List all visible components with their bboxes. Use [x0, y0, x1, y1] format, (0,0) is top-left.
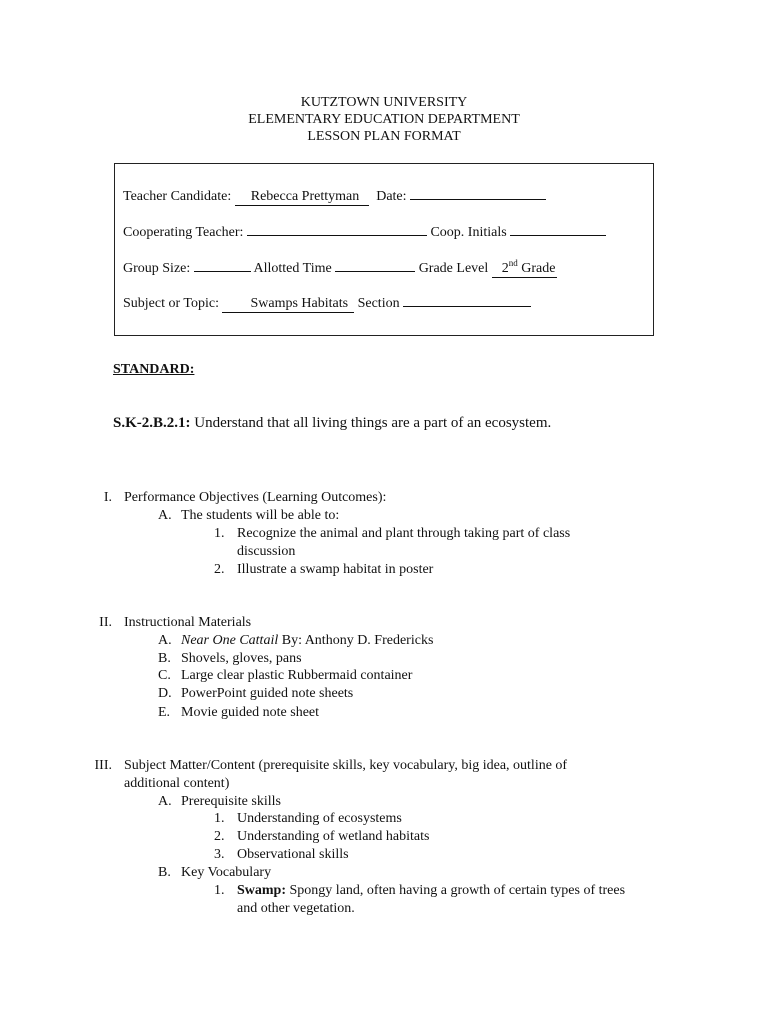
cooperating-row	[123, 221, 606, 242]
section-2-number: II.	[99, 615, 112, 630]
document-header	[0, 94, 768, 145]
section-label: Section	[357, 296, 400, 311]
date-field[interactable]	[410, 185, 546, 200]
prereq-3-text: Observational skills	[237, 847, 349, 862]
prereq-1-text: Understanding of ecosystems	[237, 811, 402, 826]
objective-2-line1: Illustrate a swamp habitat in poster	[237, 562, 434, 577]
prereq-3-number: 3.	[214, 847, 225, 862]
prereq-1-number: 1.	[214, 811, 225, 826]
date-label: Date:	[376, 189, 407, 204]
section-1-title: Performance Objectives (Learning Outcomes):	[124, 490, 387, 505]
vocab-definition: Spongy land, often having a growth of certain types of trees	[286, 883, 626, 898]
material-b-letter: B.	[158, 651, 171, 666]
coop-initials-label: Coop. Initials	[430, 225, 507, 240]
coop-initials-field[interactable]	[510, 221, 606, 236]
grade-level-label: Grade Level	[418, 261, 489, 276]
vocab-1-number: 1.	[214, 883, 225, 898]
group-size-label: Group Size:	[123, 261, 191, 276]
prereq-title: Prerequisite skills	[181, 794, 281, 809]
grade-number: 2	[501, 261, 509, 276]
material-e-letter: E.	[158, 705, 171, 720]
teacher-row	[123, 185, 546, 206]
book-title: Near One Cattail	[181, 633, 279, 648]
teacher-value[interactable]: Rebecca Prettyman	[235, 189, 369, 206]
subject-label: Subject or Topic:	[123, 296, 219, 311]
objective-1-line2: discussion	[237, 544, 296, 559]
material-c-text: Large clear plastic Rubbermaid container	[181, 668, 413, 683]
section-3-title-line2: additional content)	[124, 776, 230, 791]
material-a-text	[181, 632, 433, 650]
section-1-a-letter: A.	[158, 508, 172, 523]
section-3-title-line1: Subject Matter/Content (prerequisite skills, key vocabulary, big idea, outline of	[124, 758, 568, 773]
book-author: By: Anthony D. Fredericks	[278, 633, 434, 648]
vocab-1-line2: and other vegetation.	[237, 901, 355, 916]
section-field[interactable]	[403, 292, 531, 307]
material-b-text: Shovels, gloves, pans	[181, 651, 302, 666]
info-box	[114, 163, 654, 336]
group-row	[123, 257, 557, 278]
group-size-field[interactable]	[194, 257, 251, 272]
prereq-letter: A.	[158, 794, 172, 809]
grade-word: Grade	[517, 261, 556, 276]
section-1-a-text: The students will be able to:	[181, 508, 340, 523]
standard-code: S.K-2.B.2.1:	[113, 415, 191, 431]
material-a-letter: A.	[158, 633, 172, 648]
objective-2-number: 2.	[214, 562, 225, 577]
material-d-text: PowerPoint guided note sheets	[181, 686, 354, 701]
vocab-1-line1	[237, 882, 625, 900]
university-name: KUTZTOWN UNIVERSITY	[300, 95, 468, 110]
material-d-letter: D.	[158, 686, 172, 701]
standard-heading: STANDARD:	[113, 362, 195, 377]
prereq-2-number: 2.	[214, 829, 225, 844]
standard-statement	[113, 414, 551, 432]
document-title: LESSON PLAN FORMAT	[307, 129, 461, 144]
vocab-term: Swamp:	[237, 883, 287, 898]
teacher-label: Teacher Candidate:	[123, 189, 232, 204]
subject-value[interactable]: Swamps Habitats	[222, 296, 354, 313]
prereq-2-text: Understanding of wetland habitats	[237, 829, 430, 844]
objective-1-number: 1.	[214, 526, 225, 541]
grade-suffix: nd	[508, 258, 518, 268]
objective-1-line1: Recognize the animal and plant through taking part of class	[237, 526, 571, 541]
cooperating-teacher-field[interactable]	[247, 221, 427, 236]
cooperating-teacher-label: Cooperating Teacher:	[123, 225, 244, 240]
section-3-number: III.	[94, 758, 112, 773]
department-name: ELEMENTARY EDUCATION DEPARTMENT	[248, 112, 520, 127]
standard-text: Understand that all living things are a part of an ecosystem.	[190, 415, 552, 431]
material-c-letter: C.	[158, 668, 171, 683]
section-1-number: I.	[103, 490, 112, 505]
subject-row	[123, 292, 531, 313]
grade-level-value[interactable]	[492, 258, 558, 278]
allotted-time-label: Allotted Time	[253, 261, 332, 276]
allotted-time-field[interactable]	[335, 257, 415, 272]
vocab-letter: B.	[158, 865, 171, 880]
material-e-text: Movie guided note sheet	[181, 705, 320, 720]
vocab-title: Key Vocabulary	[181, 865, 272, 880]
section-2-title: Instructional Materials	[124, 615, 252, 630]
